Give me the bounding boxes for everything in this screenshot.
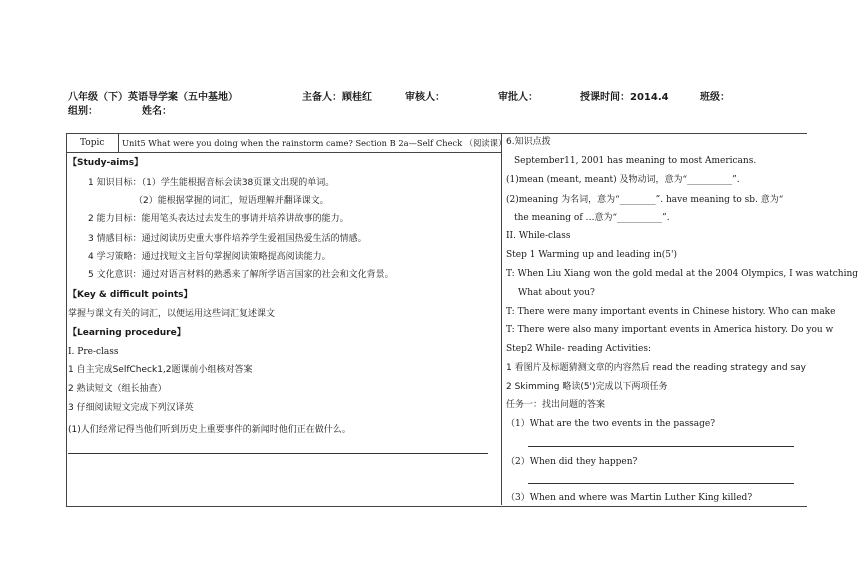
key-points-text: 掌握与课文有关的词汇，以便运用这些词汇复述课文: [68, 309, 276, 319]
knowledge-1: (1)mean (meant, meant) 及物动词，意为“__________”.: [506, 175, 740, 185]
aim-3: 3 情感目标：通过阅读历史重大事件培养学生爱祖国热爱生活的情感。: [88, 234, 367, 244]
group-label: 组别：: [68, 106, 98, 117]
knowledge-heading: 6.知识点拨: [506, 137, 551, 147]
aim-4: 4 学习策略：通过找短文主旨句掌握阅读策略提高阅读能力。: [88, 252, 331, 262]
aim-2: 2 能力目标：能用笔头表达过去发生的事请并培养讲故事的能力。: [88, 214, 349, 224]
worksheet-table: [66, 133, 858, 507]
step-1: 1 自主完成SelfCheck1,2题课前小组核对答案: [68, 365, 253, 375]
teacher-line-1b: What about you?: [518, 288, 595, 298]
pre-class-heading: I. Pre-class: [68, 347, 119, 357]
step2-heading: Step2 While- reading Activities:: [506, 344, 652, 354]
step-2: 2 熟读短文（组长抽查）: [68, 384, 167, 394]
step2-item-2: 2 Skimming 略读(5')完成以下两项任务: [506, 382, 668, 392]
learning-procedure-heading: 【Learning procedure】: [68, 328, 186, 338]
answer-line-2: [528, 483, 794, 484]
study-aims-heading: 【Study-aims】: [68, 158, 144, 168]
while-class-heading: II. While-class: [506, 231, 571, 241]
col-divider-main: [501, 133, 502, 505]
question-1: （1）What are the two events in the passage?: [506, 419, 716, 429]
approver-label: 审批人：: [498, 92, 538, 103]
teacher-line-3: T: There were also many important events in America history. Do you w: [506, 325, 834, 335]
class-label: 班级：: [700, 92, 730, 103]
topic-label: Topic: [80, 138, 105, 148]
task1-heading: 任务一：找出问题的答案: [506, 400, 606, 410]
answer-line: [68, 453, 488, 454]
aim-5: 5 文化意识：通过对语言材料的熟悉来了解所学语言国家的社会和文化背景。: [88, 270, 394, 280]
row-divider-topic: [66, 152, 501, 153]
teacher-line-2: T: There were many important events in Chinese history. Who can make: [506, 307, 836, 317]
answer-line-1: [528, 446, 794, 447]
reviewer-label: 审核人：: [405, 92, 445, 103]
knowledge-2: (2)meaning 为名词，意为“________”. have meaning to sb. 意为“: [506, 195, 784, 205]
step1-warming-up: Step 1 Warming up and leading in(5'): [506, 250, 678, 260]
preparer-label: 主备人：顾桂红: [302, 92, 372, 103]
example-sentence: September11, 2001 has meaning to most Americans.: [514, 156, 757, 166]
aim-1: 1 知识目标：（1）学生能根据音标会读38页课文出现的单词。: [88, 178, 335, 188]
topic-value: Unit5 What were you doing when the rainstorm came? Section B 2a—Self Check （阅读课）: [122, 138, 507, 148]
knowledge-3: the meaning of …意为“__________”.: [514, 213, 670, 223]
name-label: 姓名：: [142, 106, 172, 117]
question-3: （3）When and where was Martin Luther King killed?: [506, 493, 753, 503]
key-points-heading: 【Key & difficult points】: [68, 290, 193, 300]
doc-title: 八年级（下）英语导学案（五中基地）: [68, 92, 238, 103]
step2-item-1: 1 看图片及标题猜测文章的内容然后 read the reading strategy and say: [506, 363, 806, 373]
col-divider-topic: [118, 133, 119, 152]
aim-1-2: （2）能根据掌握的词汇，短语理解并翻译课文。: [134, 196, 329, 206]
class-time-label: 授课时间：2014.4: [580, 92, 669, 103]
step-3: 3 仔细阅读短文完成下列汉译英: [68, 403, 194, 413]
question-2: （2）When did they happen?: [506, 457, 638, 467]
teacher-line-1: T: When Liu Xiang won the gold medal at the 2004 Olympics, I was watching: [506, 269, 858, 279]
translation-question-1: (1)人们经常记得当他们听到历史上重要事件的新闻时他们正在做什么。: [68, 425, 351, 435]
